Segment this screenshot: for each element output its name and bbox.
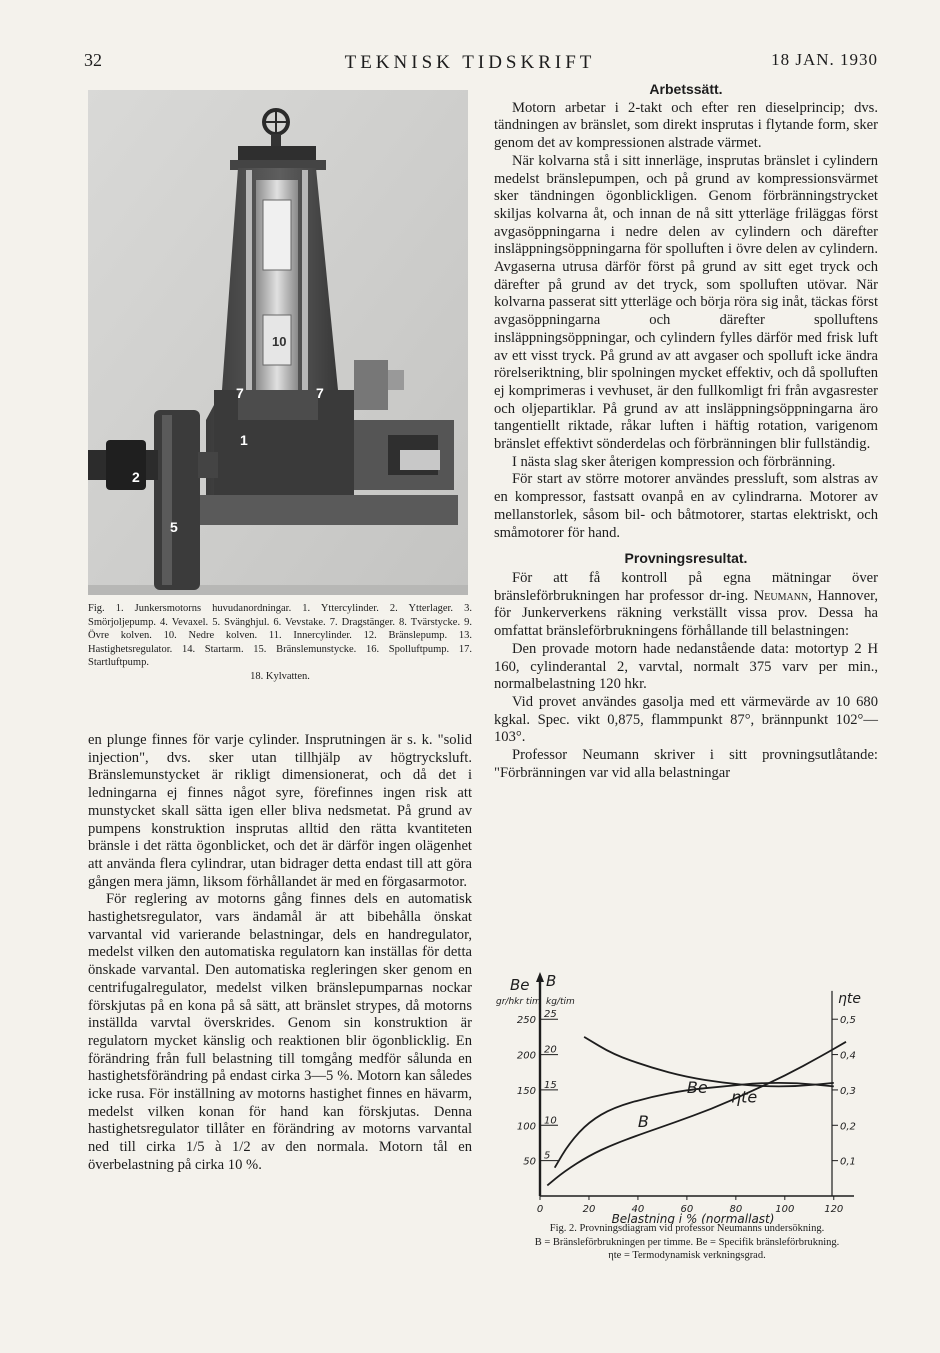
axis-label-B: B xyxy=(546,972,557,990)
axis-label-Be: Be xyxy=(510,976,530,994)
x-axis-label: Belastning i % (normallast) xyxy=(611,1212,775,1224)
right-paragraph-8: Professor Neumann skriver i sitt provningsutlåtande: "Förbränningen var vid alla belastningar xyxy=(494,747,878,781)
callout-7-right: 7 xyxy=(316,385,324,401)
right-paragraph-5-b: , Hannover, för Junkerverkens räkning verkställt vissa prov. Dessa ha omfattat bränsleförbrukningens förhållande till belastningen: xyxy=(494,587,878,640)
x-tick: 100 xyxy=(775,1204,795,1215)
right-tick: 0,3 xyxy=(840,1085,856,1097)
issue-date: 18 JAN. 1930 xyxy=(771,50,878,69)
right-tick: 0,5 xyxy=(840,1015,856,1027)
right-tick: 0,1 xyxy=(840,1156,856,1168)
y-tick-b: 20 xyxy=(544,1044,557,1056)
x-tick: 80 xyxy=(729,1204,743,1215)
right-tick: 0,2 xyxy=(840,1121,856,1133)
callout-5: 5 xyxy=(170,519,178,535)
heading-provningsresultat: Provningsresultat. xyxy=(624,550,748,567)
right-paragraph-4: För start av större motorer användes pressluft, som alstras av en kompressor, fastsatt ovanpå en av cylindrarna. Motorer av mellanstorlek, såsom bil- och båtmotorer, startas elektriskt, och småmotorer för hand. xyxy=(494,471,878,541)
figure2-caption-line2: B = Bränsleförbrukningen per timme. Be = Specifik bränsleförbrukning. xyxy=(534,1236,840,1248)
callout-10: 10 xyxy=(272,334,287,349)
x-tick: 20 xyxy=(582,1204,596,1215)
author-name-neumann: Neumann xyxy=(753,587,809,604)
right-paragraph-2: När kolvarna stå i sitt innerläge, insprutas bränslet i cylindern medelst bränslepumpen, och på grund av kompressionsvärmet sker tändningen ögonblickligen. Genom förbränningstrycket skiljas kolvarna åt, och innan de nå sitt ytterläge friläggas först avgasöppningarna i nedre delen av cylindern och därefter insläppningsöppningarna för spolluften i övre delen av cylindern. Avgaserna utrusa därför först på grund av sitt eget tryck och därefter på grund av det tryck, som spolluften utövar. När kolvarna passerat sitt ytterläge och börja röra sig inåt, täckas först avgasöppningarna och därefter spolluftens insläppningsöppningar, och cylindern fylles därför med frisk luft av ett visst tryck. På grund av att avgaser och spolluft icke ändra rörelseriktning, blir spolningen mycket effektiv, och då spolluften ej komprimeras i vevhuset, är den fullkomligt fri från avgasrester och oljepartiklar. På grund av att insläppningsöppningarna äro tangentiellt riktade, råkar luften i häftig rotation, varigenom bränslet effektivt sönderdelas och förbränningen blir fullständig. xyxy=(494,152,878,453)
series-label-be: Be xyxy=(686,1078,708,1098)
journal-title: TEKNISK TIDSKRIFT xyxy=(344,52,596,73)
engine-photograph-drawing xyxy=(88,90,468,595)
series-line-b xyxy=(547,1042,846,1186)
callout-2: 2 xyxy=(132,469,140,485)
y-tick-be: 50 xyxy=(523,1156,536,1168)
series-label-b: B xyxy=(637,1112,649,1132)
y-tick-be: 200 xyxy=(516,1050,536,1062)
figure2-caption xyxy=(494,1222,880,1263)
right-paragraph-3: I nästa slag sker återigen kompression och förbränning. xyxy=(512,453,836,470)
right-paragraph-1: Motorn arbetar i 2-takt och efter ren dieselprincip; dvs. tändningen av bränslet, som direkt insprutas i flytande form, sker genom det av kompressionen alstrade värmet. xyxy=(494,99,878,152)
figure1-caption-text: Fig. 1. Junkersmotorns huvudanordningar. 1. Yttercylinder. 2. Ytterlager. 3. Smörjoljepump. 4. Vevaxel. 5. Svänghjul. 6. Vevstake. 7. Dragstänger. 8. Tvärstycke. 9. Övre kolven. 10. Nedre kolven. 11. Innercylinder. 12. Bränslepump. 13. Hastighetsregulator. 14. Startarm. 15. Bränslemunstycke. 16. Spolluftpump. 17. Startluftpump. xyxy=(88,603,472,669)
heading-arbetssatt: Arbetssätt. xyxy=(649,81,723,97)
y-tick-b: 10 xyxy=(544,1115,557,1127)
left-paragraph-1: en plunge finnes för varje cylinder. Insprutningen är s. k. "solid injection", dvs. sker utan tillhjälp av högtrycksluft. Bränslemunstycket är rikligt dimensionerat, och då det i ledningarna ej finnes något syre, förefinnes ingen risk att munstycket skall sätta igen eller bliva nedsmetat. På grund av pumpens konstruktion insprutas alltid den rätta kvantiteten bränsle i det rätta ögonblicket, och det är därför ingen olägenhet att använda flera cylindrar, utan bidrager detta endast till att göra gången mera jämn, liksom förhållandet är med en förgasarmotor. xyxy=(88,732,472,890)
x-tick: 120 xyxy=(824,1204,844,1215)
callout-1: 1 xyxy=(240,432,248,448)
right-paragraph-6: Den provade motorn hade nedanstående data: motortyp 2 H 160, cylinderantal 2, varvtal, normalt 375 varv per min., normalbelastning 120 hkr. xyxy=(494,640,878,693)
test-diagram xyxy=(494,968,884,1224)
y-tick-be: 150 xyxy=(516,1085,536,1097)
x-tick: 40 xyxy=(631,1204,645,1215)
y-tick-b: 15 xyxy=(544,1079,557,1091)
callout-7-left: 7 xyxy=(236,385,244,401)
left-paragraph-2: För reglering av motorns gång finnes dels en automatisk hastighetsregulator, vars ändamål är att bibehålla önskat varvantal vid varierande belastningar, dels en handregulator, medelst vilken den automatiska regulatorn kan inställas för detta önskade varvantal. Den automatiska regleringen sker genom en centrifugalregulator, medelst vilken bränslepumparnas nockar förskjutas på en kona på så sätt, att bränslet strypes, då motorns inställda varvtal överskrides. Genom sin konstruktion är regulatorn mycket känslig och reaktionen blir ögonblicklig. En förändring från full belastning till tomgång medför sålunda en hastighetsförändring på endast cirka 3—5 %. Motorn kan således icke rusa. För inställning av motorns hastighet finnes en hävarm, medelst vilken konan för hand kan förskjutas. Denna hastighetsregulator tillåter en förändring av motorns varvantal ned till cirka 1/5 à 1/2 av den normala. Motorn tål en överbelastning på cirka 10 %. xyxy=(88,891,472,1173)
series-label-eta: ηte xyxy=(730,1087,758,1107)
y-tick-b: 5 xyxy=(544,1150,551,1162)
series-line-be xyxy=(584,1037,834,1087)
x-tick: 0 xyxy=(536,1204,544,1215)
figure2-caption-line3: ηte = Termodynamisk verkningsgrad. xyxy=(608,1250,766,1262)
axis-label-eta: ηte xyxy=(838,991,861,1008)
y-tick-b: 25 xyxy=(544,1009,557,1021)
engine-photograph xyxy=(88,90,468,595)
right-paragraph-7: Vid provet användes gasolja med ett värmevärde av 10 680 kgkal. Spec. vikt 0,875, flammpunkt 87°, brännpunkt 102°—103°. xyxy=(494,693,878,746)
right-tick: 0,4 xyxy=(840,1050,856,1062)
right-column xyxy=(494,81,878,782)
page-number: 32 xyxy=(84,50,102,70)
axis-unit-b: kg/tim xyxy=(546,997,575,1007)
figure2-caption-line1: Fig. 2. Provningsdiagram vid professor Neumanns undersökning. xyxy=(549,1223,825,1234)
figure1-caption-last: 18. Kylvatten. xyxy=(250,670,310,682)
y-tick-be: 100 xyxy=(516,1121,536,1133)
left-column xyxy=(88,732,472,1175)
right-paragraph-5-a: För att få kontroll på egna mätningar över bränsleförbrukningen har professor dr-ing. xyxy=(494,569,878,604)
figure1-caption xyxy=(88,602,472,684)
y-tick-be: 250 xyxy=(516,1015,536,1027)
y-axis-arrow xyxy=(536,972,544,982)
x-tick: 60 xyxy=(680,1204,694,1215)
test-diagram-svg xyxy=(494,968,884,1224)
axis-unit-be: gr/hkr tim xyxy=(496,997,541,1007)
right-paragraph-5 xyxy=(494,570,878,641)
